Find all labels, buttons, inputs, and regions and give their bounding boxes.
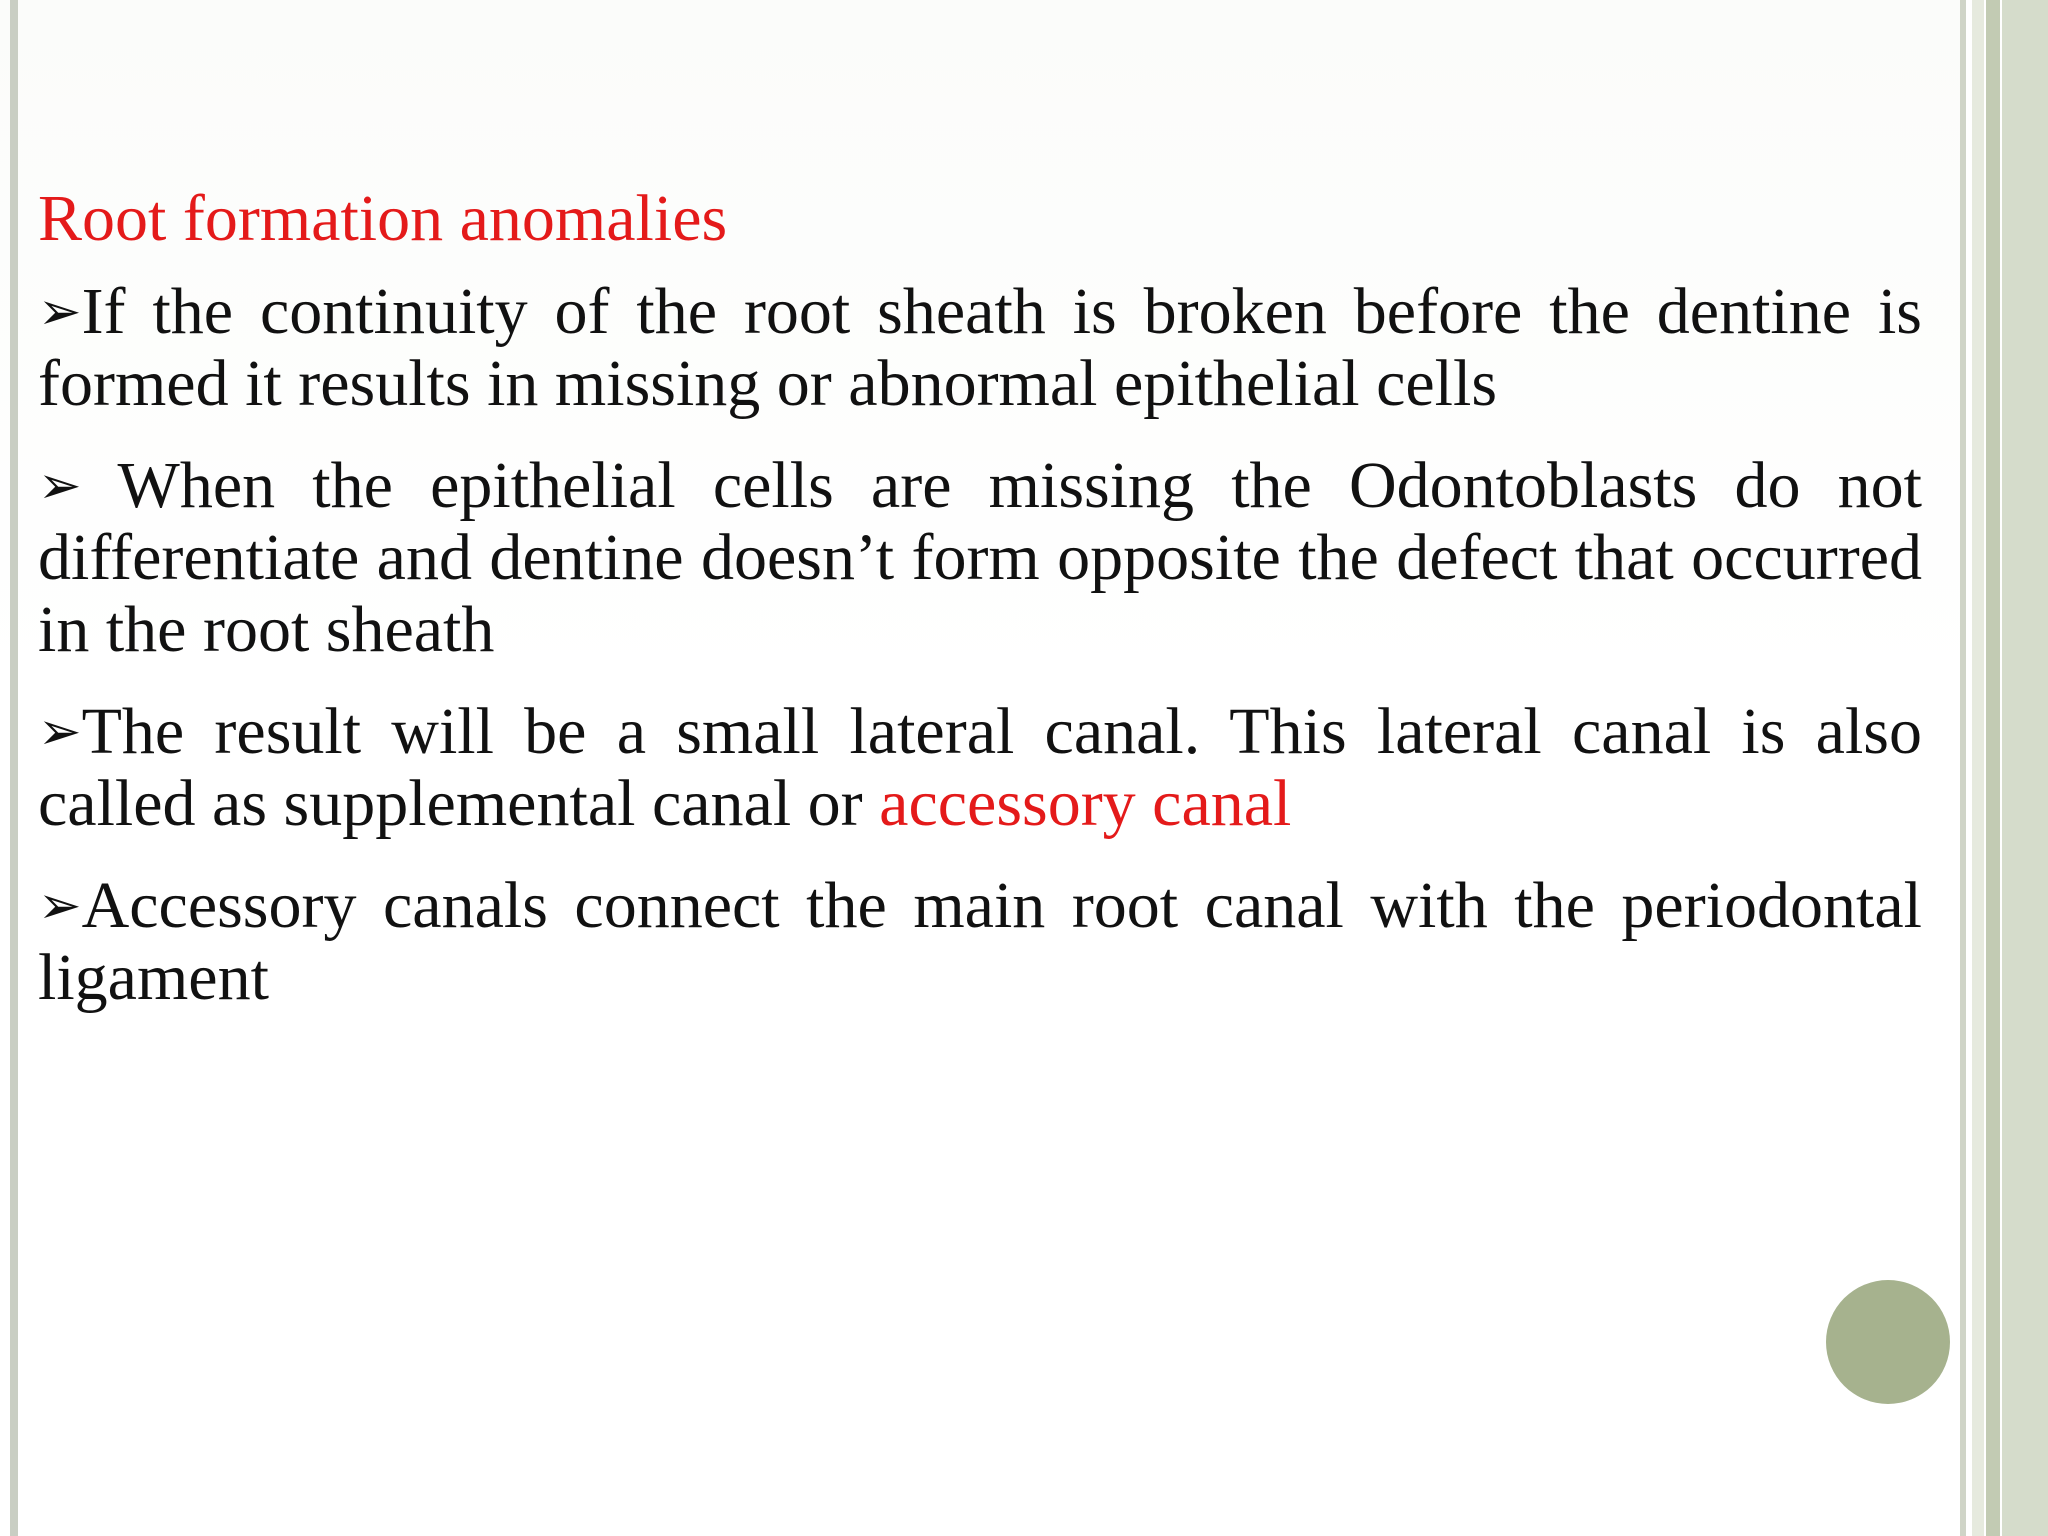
bullet-point-2 — [38, 450, 1922, 666]
bullet-text: If the continuity of the root sheath is broken before the dentine is formed it results in missing or abnormal epithelial cells — [38, 275, 1922, 420]
arrow-bullet-icon: ➢ — [38, 876, 82, 936]
bullet-point-1 — [38, 276, 1922, 420]
slide-title: Root formation anomalies — [38, 182, 728, 255]
right-decor-bar — [1986, 0, 2000, 1536]
bullet-point-3 — [38, 696, 1922, 840]
bullet-text: When the epithelial cells are missing the Odontoblasts do not differentiate and dentine doesn’t form opposite the defect that occurred in the root sheath — [38, 449, 1922, 666]
bullet-text: Accessory canals connect the main root canal with the periodontal ligament — [38, 869, 1922, 1014]
arrow-bullet-icon: ➢ — [38, 282, 82, 342]
slide-content — [38, 178, 1922, 1044]
arrow-bullet-icon: ➢ — [38, 702, 82, 762]
left-border-line — [10, 0, 18, 1536]
bullet-text: The result will be a small lateral canal. This lateral canal is also called as supplemental canal or — [38, 695, 1922, 840]
right-decor-edge — [2002, 0, 2048, 1536]
decorative-circle — [1826, 1280, 1950, 1404]
right-border-line — [1960, 0, 1966, 1536]
highlighted-term: accessory canal — [879, 767, 1292, 840]
bullet-point-4 — [38, 870, 1922, 1014]
right-decor-panel — [1972, 0, 1984, 1536]
arrow-bullet-icon: ➢ — [38, 456, 82, 516]
